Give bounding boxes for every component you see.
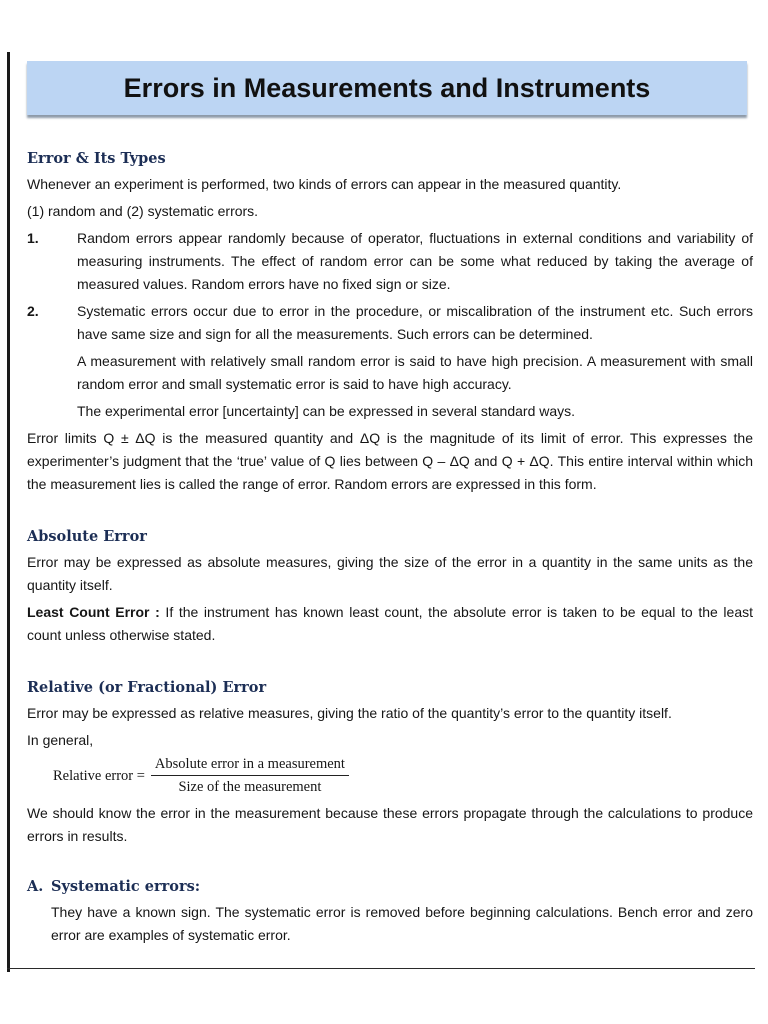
error-limits-paragraph: Error limits Q ± ΔQ is the measured quantity and ΔQ is the magnitude of its limit of error. This expresses the experimenter’s judgment that the ‘true’ value of Q lies between Q – ΔQ and Q + ΔQ. This entire interval within which the measurement lies is called the range of error. Random errors are expressed in this form. [27,430,753,492]
section-heading-relative-error: Relative (or Fractional) Error [27,679,267,696]
in-general-line: In general, [27,732,94,748]
list-item-random-errors [27,227,753,296]
document-body [27,150,753,947]
page-title: Errors in Measurements and Instruments [123,72,651,103]
least-count-text: If the instrument has known least count, the absolute error is taken to be equal to the least count unless otherwise stated. [27,604,753,643]
title-banner [27,61,747,115]
section-heading-error-types: Error & Its Types [27,150,166,167]
list-item-text: Systematic errors occur due to error in the procedure, or miscalibration of the instrument etc. Such errors have same size and sign for all the measurements. Such errors can be determined. [77,303,753,342]
section-heading-absolute-error: Absolute Error [27,528,147,545]
bottom-margin-rule [7,968,755,969]
section-heading-systematic-errors [27,878,753,895]
error-kinds-line: (1) random and (2) systematic errors. [27,203,259,219]
list-item-text: Random errors appear randomly because of operator, fluctuations in external conditions and variability of measuring instruments. The effect of random error can be some what reduced by taking the average of measured values. Random errors have no fixed sign or size. [77,230,753,292]
relative-error-formula [53,756,753,796]
subsection-label: A. [27,878,44,895]
absolute-error-paragraph: Error may be expressed as absolute measures, giving the size of the error in a quantity in the same units as the quantity itself. [27,554,753,593]
least-count-paragraph [27,601,753,647]
formula-fraction [151,756,349,796]
list-number: 1. [27,230,39,246]
least-count-label: Least Count Error : [27,604,160,620]
systematic-errors-paragraph: They have a known sign. The systematic error is removed before beginning calculations. Bench error and zero error are examples of systematic error. [51,904,753,943]
intro-paragraph: Whenever an experiment is performed, two kinds of errors can appear in the measured quantity. [27,176,622,192]
precision-paragraph: A measurement with relatively small random error is said to have high precision. A measurement with small random error and small systematic error is said to have high accuracy. [77,353,753,392]
subsection-title: Systematic errors: [51,878,201,895]
propagation-paragraph: We should know the error in the measurement because these errors propagate through the calculations to produce errors in results. [27,805,753,844]
formula-lhs: Relative error = [53,767,145,784]
list-number: 2. [27,303,39,319]
formula-numerator: Absolute error in a measurement [151,756,349,776]
formula-denominator: Size of the measurement [178,779,322,795]
left-margin-rule [7,52,10,972]
list-item-systematic-errors [27,300,753,346]
uncertainty-line: The experimental error [uncertainty] can be expressed in several standard ways. [77,403,576,419]
relative-error-paragraph: Error may be expressed as relative measures, giving the ratio of the quantity’s error to the quantity itself. [27,705,672,721]
